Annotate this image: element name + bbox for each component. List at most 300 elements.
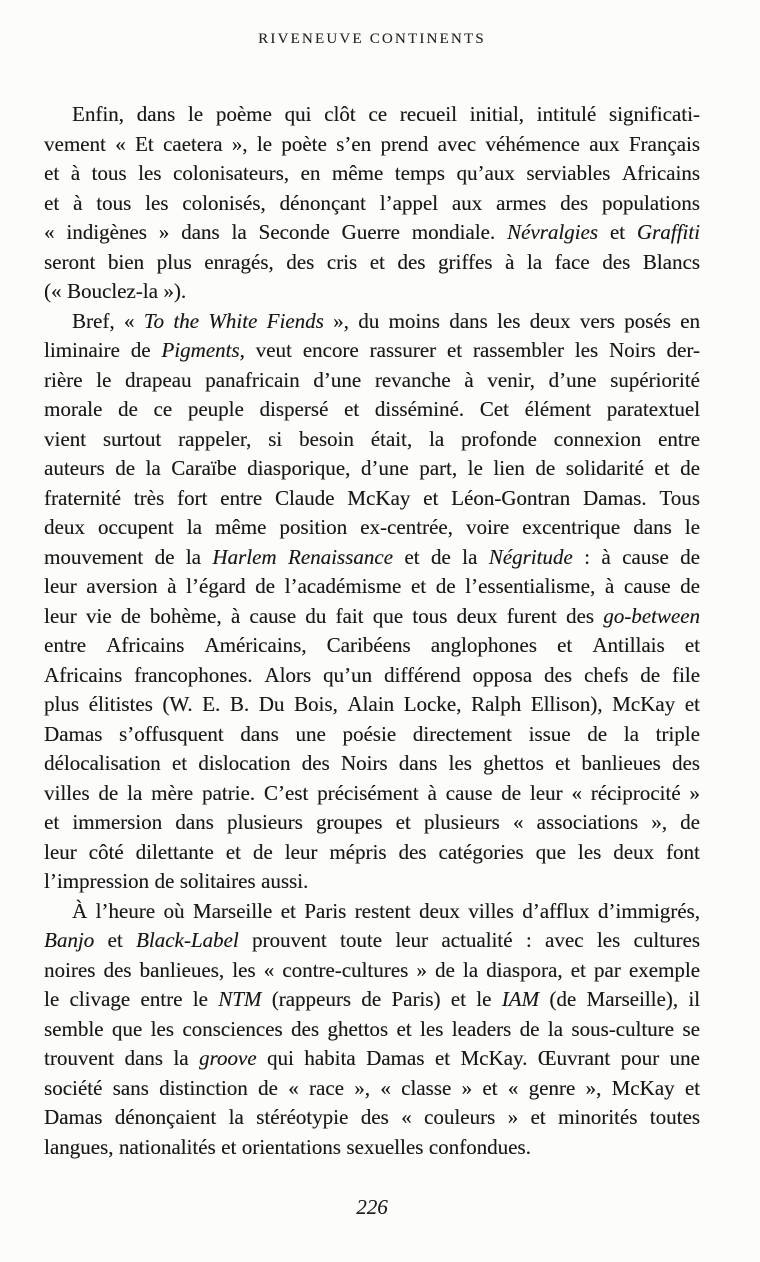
word: ce: [153, 397, 173, 421]
word: des: [291, 1016, 319, 1041]
word: s’offusquent: [119, 721, 224, 746]
word: »: [158, 220, 170, 244]
word: sous-culture: [571, 1016, 674, 1041]
word: et: [434, 1046, 450, 1070]
word: ghettos: [483, 751, 544, 775]
word: prouvent: [252, 928, 327, 952]
word: Alain: [347, 692, 395, 716]
italic-word: Banjo: [44, 928, 95, 952]
word: dans: [175, 810, 214, 834]
word: dilettante: [135, 839, 214, 864]
word: dans: [240, 721, 279, 746]
word: McKay: [612, 692, 676, 716]
word: profonde: [460, 426, 537, 451]
word: de: [501, 780, 521, 805]
word: face: [554, 249, 590, 274]
text-line: [44, 277, 700, 307]
word: Ralph: [470, 692, 522, 716]
word: se: [682, 1016, 700, 1041]
word: paratextuel: [606, 397, 700, 421]
page-number: 226: [356, 1195, 388, 1219]
word: banlieues,: [139, 957, 225, 982]
word: poème: [215, 102, 272, 126]
italic-word: Graffiti: [636, 220, 700, 244]
word: le: [684, 515, 700, 539]
word: Et: [134, 131, 154, 156]
italic-word: Black-Label: [136, 928, 239, 952]
text-line: [44, 395, 700, 425]
word: der-: [666, 338, 700, 362]
word: la: [127, 780, 143, 805]
word: fort: [176, 485, 208, 510]
word: l’égard: [186, 574, 246, 598]
word: la: [547, 1016, 563, 1041]
word: élitistes: [88, 692, 153, 716]
text-line: [44, 1103, 700, 1133]
word: «: [263, 957, 275, 982]
text-line: [44, 779, 700, 809]
word: à: [464, 367, 474, 392]
word: temps: [394, 161, 445, 185]
word: «: [571, 780, 582, 805]
word: des: [103, 957, 132, 982]
word: et: [225, 839, 241, 864]
italic-word: Renaissance: [287, 544, 393, 569]
word: habita: [304, 1046, 356, 1070]
word: la: [173, 1046, 189, 1070]
word: Blancs: [642, 249, 700, 274]
word: »,: [354, 1075, 370, 1100]
italic-word: IAM: [501, 987, 540, 1011]
word: «: [401, 1105, 412, 1129]
word: vient: [44, 426, 86, 451]
word: supériorité: [610, 367, 700, 392]
text-line: [44, 897, 700, 927]
word: leur: [44, 574, 77, 598]
word: l’académisme: [284, 574, 402, 598]
word: Caraïbe: [171, 456, 237, 480]
word: classe: [401, 1075, 452, 1100]
word: leur: [284, 839, 318, 864]
word: »: [416, 957, 427, 982]
word: restent: [354, 898, 411, 923]
word: de: [519, 1016, 540, 1041]
word: À: [72, 898, 88, 923]
word: Damas: [366, 1046, 425, 1070]
word: »,: [585, 1075, 602, 1100]
word: était,: [370, 426, 413, 451]
word: »,: [651, 810, 667, 834]
word: dénonçant: [279, 190, 366, 215]
word: où: [163, 898, 185, 923]
word: du: [358, 308, 380, 333]
word: »: [689, 780, 700, 805]
word: des: [565, 603, 594, 628]
word: dislocation: [198, 751, 291, 775]
word: «: [44, 220, 55, 244]
word: d’afflux: [522, 898, 590, 923]
word: plusieurs: [226, 810, 303, 834]
word: Œuvrant: [537, 1046, 611, 1070]
word: à: [167, 574, 177, 598]
word: et: [609, 220, 626, 244]
word: immersion: [72, 810, 163, 834]
word: aversion: [86, 574, 158, 598]
word: diasporique,: [247, 456, 351, 480]
word: de: [255, 574, 275, 598]
text-line: [44, 336, 700, 366]
word: les: [448, 751, 472, 775]
word: des: [602, 249, 631, 274]
word: à: [230, 603, 241, 628]
word: Du: [258, 692, 285, 716]
word: enragés,: [204, 249, 274, 274]
word: poète: [281, 131, 327, 156]
word: Damas: [44, 721, 103, 746]
text-line: [44, 690, 700, 720]
word: veut: [255, 338, 292, 362]
word: bohème,: [149, 603, 222, 628]
word: des: [397, 249, 426, 274]
text-line: [44, 189, 700, 219]
word: réciprocité: [590, 780, 681, 805]
word: les: [420, 1016, 444, 1041]
text-line: [44, 513, 700, 543]
word: et: [44, 810, 60, 834]
word: rassembler: [472, 338, 564, 362]
word: vement: [44, 131, 106, 156]
text-line: [44, 307, 700, 337]
word: tous: [96, 190, 132, 215]
word: leur: [44, 839, 77, 864]
word: recueil: [399, 102, 457, 126]
word: «: [380, 1075, 391, 1100]
text-line: [44, 956, 700, 986]
word: francophones.: [134, 662, 253, 687]
word: leur: [44, 603, 77, 628]
word: et: [396, 1016, 412, 1041]
word: Antillais: [592, 633, 665, 657]
word: cause: [445, 780, 493, 805]
text-line: [44, 926, 700, 956]
word: et: [107, 928, 123, 952]
word: dans: [136, 102, 176, 126]
word: exemple: [628, 957, 700, 982]
word: de: [115, 456, 136, 480]
paragraph: [44, 307, 700, 897]
word: les: [138, 161, 162, 185]
word: (rappeurs: [271, 987, 351, 1011]
word: les: [232, 957, 256, 982]
word: plus: [156, 249, 192, 274]
word: E.: [202, 692, 221, 716]
word: minorités: [558, 1105, 638, 1129]
word: le: [467, 456, 483, 480]
word: de: [154, 869, 175, 893]
word: les: [596, 928, 621, 952]
word: plusieurs: [423, 810, 500, 834]
word: de: [680, 574, 700, 598]
word: deux: [529, 308, 571, 333]
italic-word: White: [208, 308, 258, 333]
word: différend: [384, 662, 461, 687]
word: dénonçaient: [114, 1105, 217, 1129]
text-line: [44, 1074, 700, 1104]
word: et: [450, 987, 466, 1011]
word: les: [497, 308, 521, 333]
word: populations: [601, 190, 700, 215]
word: de: [117, 397, 138, 421]
word: et: [171, 751, 188, 775]
word: avec: [437, 131, 477, 156]
word: société: [44, 1075, 103, 1100]
word: Marseille),: [586, 987, 679, 1011]
word: colonisés,: [182, 190, 266, 215]
word: que: [372, 603, 404, 628]
word: délocalisation: [44, 751, 161, 775]
word: des: [671, 751, 700, 775]
word: clôt: [324, 102, 356, 126]
text-line: [44, 1133, 700, 1163]
word: d’une: [360, 456, 409, 480]
word: la: [623, 721, 639, 746]
word: que: [535, 839, 566, 864]
word: à: [73, 190, 83, 215]
word: leur: [395, 928, 428, 952]
paragraph: [44, 100, 700, 307]
word: «: [123, 308, 135, 333]
word: Noirs: [340, 751, 388, 775]
word: Marseille: [192, 898, 273, 923]
word: Américains,: [204, 633, 307, 657]
word: Ellison),: [530, 692, 603, 716]
text-line: [44, 602, 700, 632]
word: ghettos: [327, 1016, 389, 1041]
word: «: [288, 1075, 299, 1100]
word: entre: [140, 987, 183, 1011]
word: prend: [380, 131, 429, 156]
text-line: [44, 720, 700, 750]
italic-word: Pigments,: [161, 338, 245, 362]
word: une: [295, 721, 326, 746]
word: distinction: [159, 1075, 248, 1100]
word: de: [430, 544, 451, 569]
word: »: [507, 1105, 519, 1129]
word: aux: [451, 190, 483, 215]
word: :: [525, 928, 532, 952]
word: Léon-Gontran: [451, 485, 571, 510]
word: la: [185, 544, 201, 569]
word: ex-centrée,: [360, 515, 453, 539]
word: trouvent: [44, 1046, 114, 1070]
word: McKay: [611, 1075, 675, 1100]
italic-word: Névralgies: [507, 220, 598, 244]
word: cultures: [633, 928, 700, 952]
word: et: [530, 1105, 546, 1129]
text-line: [44, 838, 700, 868]
word: couleurs: [424, 1105, 496, 1129]
word: rassurer: [369, 338, 437, 362]
word: rappeler,: [178, 426, 252, 451]
word: de: [435, 574, 456, 598]
word: des: [560, 190, 589, 215]
text-line: [44, 867, 700, 897]
word: Bouclez-la: [66, 279, 158, 303]
word: Paris: [304, 898, 347, 923]
word: de: [258, 1075, 278, 1100]
word: rière: [44, 367, 83, 392]
word: noires: [44, 957, 96, 982]
word: aux: [589, 131, 620, 156]
word: entre: [44, 633, 86, 657]
word: deux: [44, 515, 85, 539]
word: la: [228, 1105, 244, 1129]
word: toute: [340, 928, 382, 952]
word: des: [398, 839, 427, 864]
word: nationalités: [118, 1134, 216, 1159]
word: à: [505, 249, 515, 274]
word: à: [70, 161, 81, 185]
word: et: [654, 456, 670, 480]
word: Bois,: [294, 692, 338, 716]
word: triple: [655, 721, 700, 746]
word: deux: [419, 898, 460, 923]
italic-word: the: [173, 308, 199, 333]
word: Guerre: [341, 220, 400, 244]
word: toutes: [649, 1105, 700, 1129]
word: des: [286, 249, 315, 274]
word: l’essentialisme,: [465, 574, 596, 598]
word: patrie.: [201, 780, 256, 805]
word: dispersé: [259, 397, 329, 421]
word: à: [604, 574, 615, 598]
word: deux: [456, 603, 498, 628]
word: »,: [231, 131, 248, 156]
word: morale: [44, 397, 103, 421]
word: des: [543, 662, 572, 687]
word: sexuelles: [346, 1134, 424, 1159]
word: confondues.: [428, 1134, 531, 1159]
word: catégories: [438, 839, 524, 864]
word: sans: [112, 1075, 149, 1100]
word: »).: [163, 279, 187, 303]
word: des: [360, 1105, 389, 1129]
word: Locke,: [403, 692, 462, 716]
word: une: [669, 1046, 700, 1070]
word: qui: [267, 1046, 294, 1070]
word: :: [584, 544, 590, 569]
word: le: [476, 987, 492, 1011]
word: dans: [449, 308, 488, 333]
word: position: [279, 515, 348, 539]
word: revanche: [374, 367, 451, 392]
word: plus: [44, 692, 80, 716]
word: (W.: [162, 692, 193, 716]
word: genre: [528, 1075, 576, 1100]
word: «: [507, 1075, 519, 1100]
word: le: [256, 131, 272, 156]
word: caetera: [162, 131, 223, 156]
word: Bref,: [72, 308, 115, 333]
word: occupent: [97, 515, 174, 539]
word: si: [268, 426, 283, 451]
word: dans: [124, 1046, 163, 1070]
text-line: [44, 985, 700, 1015]
word: peuple: [187, 397, 244, 421]
word: (de: [549, 987, 577, 1011]
word: même: [215, 515, 267, 539]
word: de: [120, 603, 141, 628]
italic-word: Harlem: [212, 544, 277, 569]
word: l’heure: [95, 898, 156, 923]
word: de: [154, 544, 175, 569]
word: de: [252, 839, 273, 864]
word: de: [680, 810, 700, 834]
word: d’une: [313, 367, 362, 392]
word: villes: [44, 780, 90, 805]
word: des: [301, 751, 330, 775]
text-line: [44, 484, 700, 514]
word: solidarité: [565, 456, 644, 480]
word: indigènes: [66, 220, 147, 244]
word: de: [361, 987, 382, 1011]
word: mère: [151, 780, 194, 805]
word: aussi.: [261, 869, 309, 893]
word: de: [587, 721, 608, 746]
word: ce: [368, 102, 388, 126]
word: griffes: [438, 249, 493, 274]
word: et: [423, 485, 439, 510]
word: encore: [302, 338, 359, 362]
word: McKay.: [460, 1046, 528, 1070]
word: »,: [333, 308, 349, 333]
word: la: [462, 957, 479, 982]
text-line: [44, 159, 700, 189]
text-line: [44, 543, 700, 573]
italic-word: To: [143, 308, 164, 333]
word: seront: [44, 249, 96, 274]
text-line: [44, 572, 700, 602]
word: connexion: [553, 426, 642, 451]
word: fait: [335, 603, 364, 628]
word: poésie: [342, 721, 397, 746]
word: et: [410, 574, 427, 598]
word: Claude: [274, 485, 335, 510]
word: Cet: [479, 397, 509, 421]
word: consciences: [182, 1016, 283, 1041]
word: «: [115, 131, 126, 156]
word: besoin: [299, 426, 354, 451]
word: dans: [398, 751, 438, 775]
text-line: [44, 454, 700, 484]
word: disséminé.: [374, 397, 465, 421]
word: qu’un: [323, 662, 373, 687]
word: orientations: [241, 1134, 341, 1159]
word: la: [186, 515, 202, 539]
word: véhémence: [485, 131, 580, 156]
word: la: [145, 456, 161, 480]
word: diaspora,: [486, 957, 563, 982]
word: cris: [326, 249, 358, 274]
word: initial,: [469, 102, 524, 126]
word: Noirs: [608, 338, 656, 362]
word: même: [331, 161, 384, 185]
word: le: [96, 367, 112, 392]
italic-word: Fiends: [266, 308, 324, 333]
word: les: [150, 1016, 174, 1041]
italic-word: NTM: [218, 987, 262, 1011]
word: et: [221, 1134, 237, 1159]
